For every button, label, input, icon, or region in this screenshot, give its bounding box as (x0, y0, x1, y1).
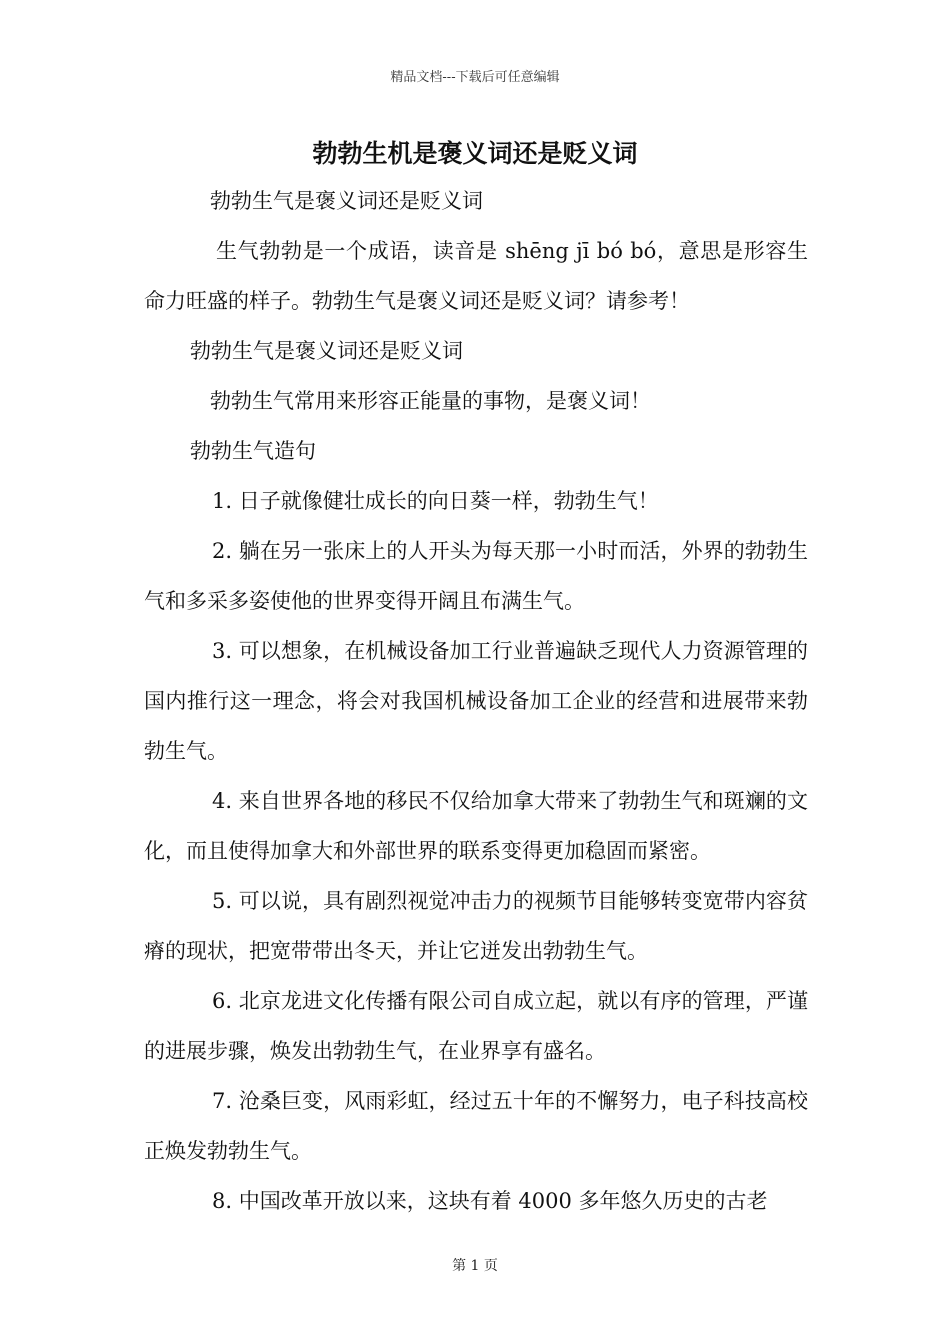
document-title: 勃勃生机是褒义词还是贬义词 (312, 139, 638, 168)
list-item: 3. 可以想象，在机械设备加工行业普遍缺乏现代人力资源管理的国内推行这一理念，将会对我国机械设备加工企业的经营和进展带来勃勃生气。 (144, 639, 808, 763)
list-item: 7. 沧桑巨变，风雨彩虹，经过五十年的不懈努力，电子科技高校正焕发勃勃生气。 (144, 1089, 808, 1163)
paragraph-question: 勃勃生气是褒义词还是贬义词 (190, 339, 463, 363)
paragraph-intro: 生气勃勃是一个成语，读音是 shēng jī bó bó，意思是形容生命力旺盛的样子。勃勃生气是褒义词还是贬义词？请参考！ (144, 239, 808, 313)
paragraph-section-heading: 勃勃生气造句 (190, 439, 316, 463)
paragraph-answer: 勃勃生气常用来形容正能量的事物，是褒义词！ (210, 389, 651, 413)
list-item: 1. 日子就像健壮成长的向日葵一样，勃勃生气！ (212, 489, 659, 513)
page-footer: 第 1 页 (452, 1258, 498, 1274)
paragraph-subtitle: 勃勃生气是褒义词还是贬义词 (210, 189, 483, 213)
list-item: 6. 北京龙进文化传播有限公司自成立起，就以有序的管理，严谨的进展步骤，焕发出勃勃生气，在业界享有盛名。 (144, 989, 808, 1063)
list-item: 8. 中国改革开放以来，这块有着 4000 多年悠久历史的古老 (212, 1189, 768, 1213)
list-item: 2. 躺在另一张床上的人开头为每天那一小时而活，外界的勃勃生气和多采多姿使他的世界变得开阔且布满生气。 (144, 539, 808, 613)
list-item: 4. 来自世界各地的移民不仅给加拿大带来了勃勃生气和斑斓的文化，而且使得加拿大和外部世界的联系变得更加稳固而紧密。 (144, 789, 808, 863)
list-item: 5. 可以说，具有剧烈视觉冲击力的视频节目能够转变宽带内容贫瘠的现状，把宽带带出冬天，并让它迸发出勃勃生气。 (144, 889, 808, 963)
document-body (144, 176, 808, 1226)
page-header: 精品文档---下载后可任意编辑 (390, 70, 560, 85)
